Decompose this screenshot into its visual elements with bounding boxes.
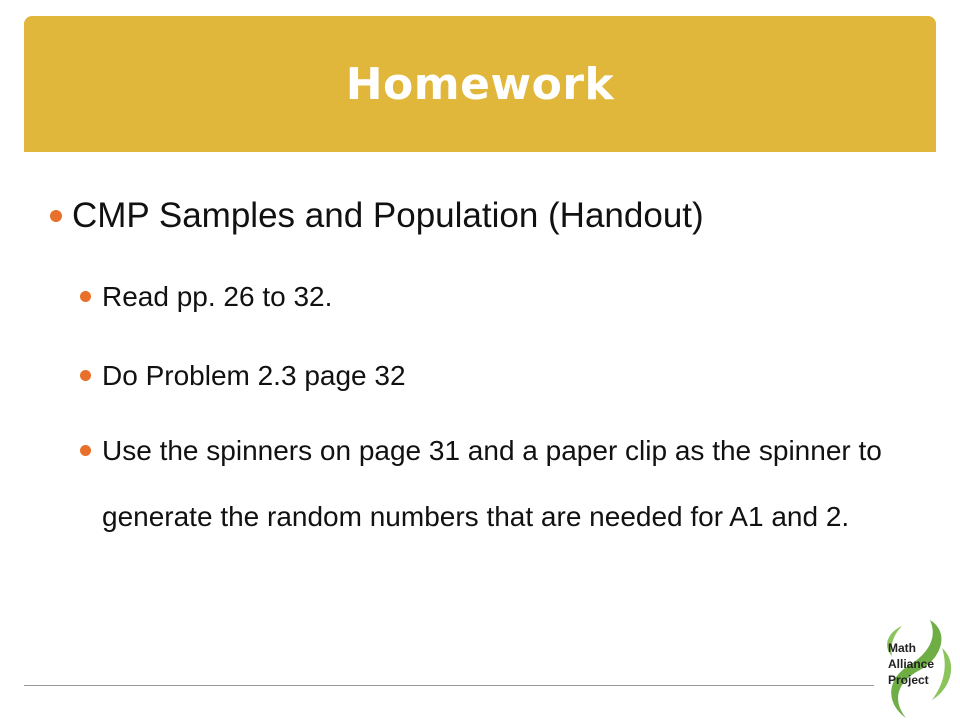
bullet-dot-icon	[80, 445, 91, 456]
logo-line: Project	[888, 673, 929, 687]
math-alliance-logo	[872, 618, 960, 720]
bullet-dot-icon	[80, 291, 91, 302]
bullet-item	[72, 192, 704, 240]
sub-bullet-item	[102, 343, 932, 409]
bullet-text: Read pp. 26 to 32.	[102, 281, 333, 312]
bullet-text: Use the spinners on page 31 and a paper clip as the spinner to generate the random numbers that are needed for A1 and 2.	[102, 435, 882, 532]
bullet-dot-icon	[50, 210, 62, 222]
bullet-text: CMP Samples and Population (Handout)	[72, 196, 704, 235]
bullet-text: Do Problem 2.3 page 32	[102, 360, 406, 391]
slide-title: Homework	[345, 58, 615, 110]
bullet-dot-icon	[80, 370, 91, 381]
sub-bullet-item	[102, 264, 932, 330]
footer-divider	[24, 685, 874, 686]
sub-bullet-item	[102, 418, 932, 550]
logo-line: Math	[888, 641, 916, 655]
logo-text	[888, 640, 934, 688]
logo-line: Alliance	[888, 657, 935, 671]
